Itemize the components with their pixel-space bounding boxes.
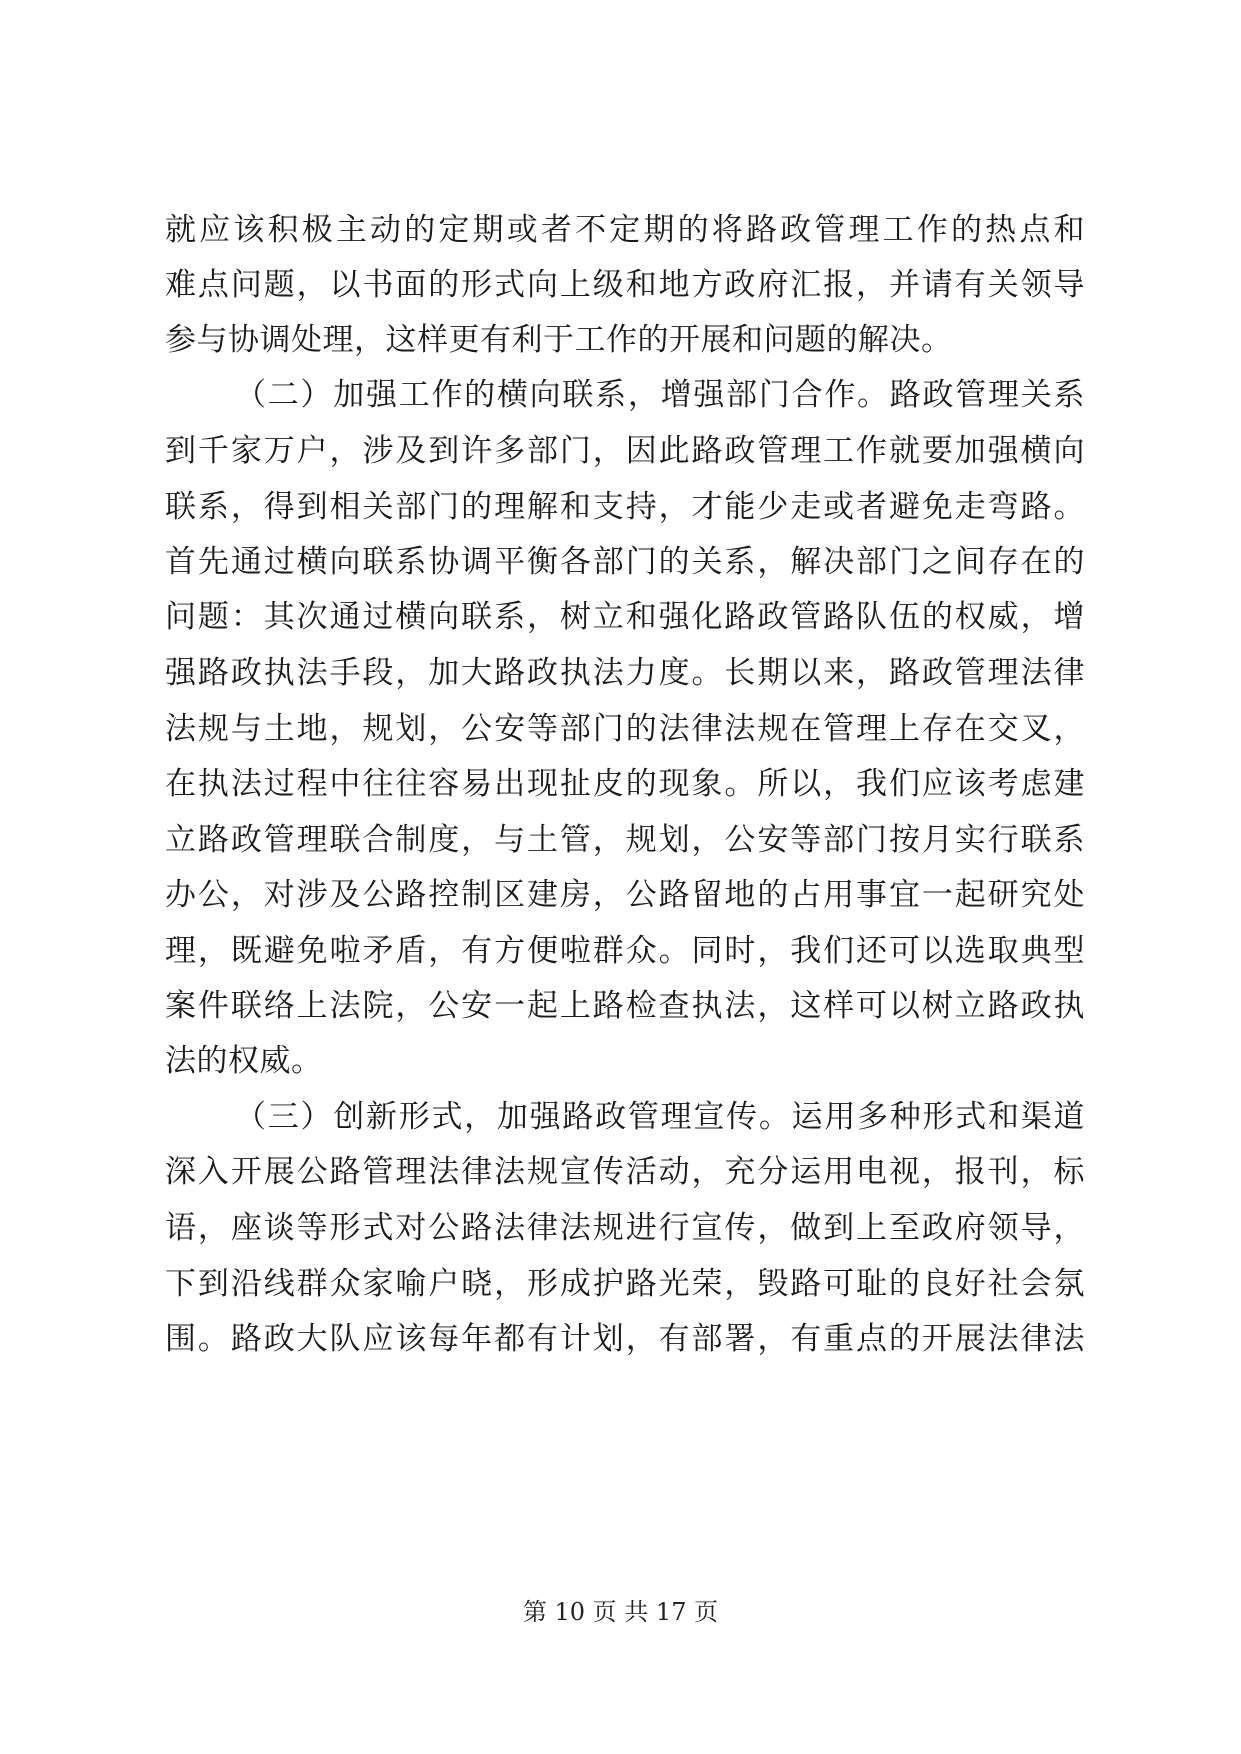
text-line: 到千家万户，涉及到许多部门，因此路政管理工作就要加强横向 xyxy=(165,433,1085,469)
text-line: 法规与土地，规划，公安等部门的法律法规在管理上存在交叉， xyxy=(165,711,1085,747)
text-line: 理，既避免啦矛盾，有方便啦群众。同时，我们还可以选取典型 xyxy=(165,933,1085,969)
text-line: 就应该积极主动的定期或者不定期的将路政管理工作的热点和 xyxy=(165,212,1085,248)
text-line: 参与协调处理，这样更有利于工作的开展和问题的解决。 xyxy=(165,322,953,358)
text-line: 首先通过横向联系协调平衡各部门的关系，解决部门之间存在的 xyxy=(165,544,1085,580)
text-line: 语，座谈等形式对公路法律法规进行宣传，做到上至政府领导， xyxy=(165,1210,1085,1246)
text-line: 案件联络上法院，公安一起上路检查执法，这样可以树立路政执 xyxy=(165,988,1085,1024)
text-line: 立路政管理联合制度，与土管，规划，公安等部门按月实行联系 xyxy=(165,822,1085,858)
paragraph-start-line: （三）创新形式，加强路政管理宣传。运用多种形式和渠道 xyxy=(235,1099,1085,1135)
text-line: 强路政执法手段，加大路政执法力度。长期以来，路政管理法律 xyxy=(165,655,1085,691)
paragraph-start-line: （二）加强工作的横向联系，增强部门合作。路政管理关系 xyxy=(235,377,1085,413)
text-line: 下到沿线群众家喻户晓，形成护路光荣，毁路可耻的良好社会氛 xyxy=(165,1266,1085,1302)
text-line: 难点问题，以书面的形式向上级和地方政府汇报，并请有关领导 xyxy=(165,267,1085,303)
text-line: 围。路政大队应该每年都有计划，有部署，有重点的开展法律法 xyxy=(165,1321,1085,1357)
text-line: 问题：其次通过横向联系，树立和强化路政管路队伍的权威，增 xyxy=(165,599,1085,635)
text-line: 办公，对涉及公路控制区建房，公路留地的占用事宜一起研究处 xyxy=(165,877,1085,913)
text-line: 深入开展公路管理法律法规宣传活动，充分运用电视，报刊，标 xyxy=(165,1154,1085,1190)
text-line: 联系，得到相关部门的理解和支持，才能少走或者避免走弯路。 xyxy=(165,489,1085,525)
page-number-footer: 第 10 页 共 17 页 xyxy=(522,1598,719,1626)
text-line: 在执法过程中往往容易出现扯皮的现象。所以，我们应该考虑建 xyxy=(165,766,1085,802)
text-line: 法的权威。 xyxy=(165,1043,323,1079)
